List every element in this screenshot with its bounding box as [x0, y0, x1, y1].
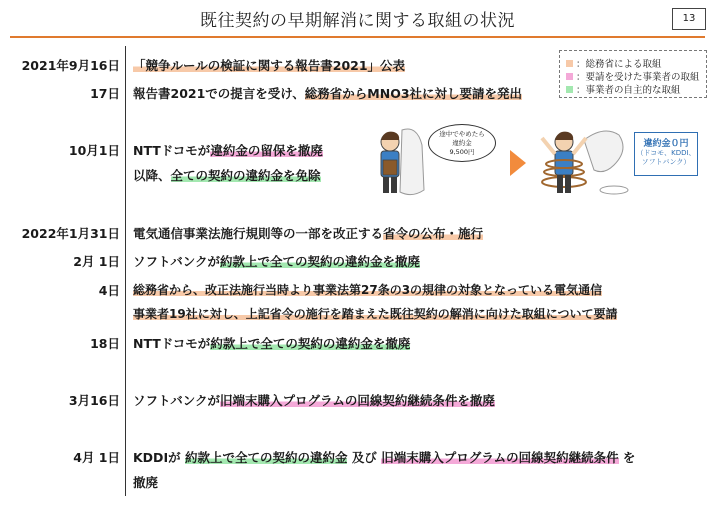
event-text: 「競争ルールの検証に関する報告書2021」公表: [133, 58, 406, 73]
event-text: 撤廃: [133, 475, 159, 490]
event-line: [133, 56, 405, 74]
event-line: [133, 473, 158, 491]
event-line: [133, 281, 602, 298]
event-line: [133, 224, 483, 242]
event-line: [133, 252, 420, 270]
legend-label: ：事業者の自主的な取組: [576, 85, 681, 96]
timeline-axis: [125, 46, 126, 496]
legend-item-ministry: [566, 56, 662, 70]
date-2021-09-17: 17日: [90, 86, 120, 101]
event-text: 事業者19社に対し、上記省令の施行を踏まえた既往契約の解消に向けた取組について要請: [133, 307, 618, 321]
title-divider: [10, 36, 705, 38]
event-text: 及び: [347, 450, 382, 465]
event-text: 約款上で全ての契約の違約金: [184, 450, 348, 465]
event-line: [133, 166, 321, 184]
event-text: 約款上で全ての契約の違約金を撤廃: [220, 254, 421, 269]
legend-swatch-orange: [566, 60, 573, 67]
page-number: 13: [672, 8, 706, 30]
legend-swatch-green: [566, 86, 573, 93]
event-line: [133, 141, 323, 159]
bubble-text: 9,500円: [449, 148, 475, 156]
event-text: 総務省から、改正法施行当時より事業法第27条の3の規律の対象となっている: [133, 283, 555, 297]
date-2021-09-16: 2021年9月16日: [21, 58, 120, 73]
event-line: [133, 84, 522, 102]
event-text: 電気通信: [554, 283, 603, 297]
speech-bubble: [428, 124, 496, 162]
event-text: ソフトバンクが: [133, 393, 221, 408]
event-text: 旧端末購入プログラムの回線契約継続条件: [381, 450, 619, 465]
legend-swatch-pink: [566, 73, 573, 80]
date-2022-02-18: 18日: [90, 336, 120, 351]
event-text: 以降、: [133, 168, 171, 183]
event-text: ソフトバンクが: [133, 254, 221, 269]
event-line: [133, 391, 495, 409]
event-text: 全ての契約の違約金を免除: [170, 168, 321, 183]
zero-fee-carriers: ソフトバンク）: [641, 158, 691, 166]
event-line: [133, 448, 635, 466]
event-text: NTTドコモが: [133, 336, 211, 351]
legend-item-voluntary: [566, 82, 681, 96]
event-text: 違約金の留保を撤廃: [210, 143, 323, 158]
illustration: [372, 120, 702, 200]
event-line: [133, 305, 617, 322]
date-2022-02-04: 4日: [98, 283, 120, 298]
event-text: 省令の公布・施行: [383, 226, 484, 241]
date-2021-10-01: 10月1日: [68, 143, 120, 158]
event-text: 報告書2021での提言を受け、: [133, 86, 305, 101]
legend-item-requested: [566, 69, 700, 83]
legend: [559, 50, 707, 98]
person-tied-icon: [372, 120, 427, 200]
date-2022-01-31: 2022年1月31日: [21, 226, 120, 241]
page-title: 既往契約の早期解消に関する取組の状況: [200, 11, 515, 31]
event-line: [133, 334, 410, 352]
arrow-right-icon: [510, 150, 526, 176]
legend-label: ：要請を受けた事業者の取組: [576, 72, 700, 83]
event-text: NTTドコモが: [133, 143, 211, 158]
event-text: 旧端末購入プログラムの回線契約継続条件を撤廃: [220, 393, 495, 408]
legend-label: ：総務省による取組: [576, 59, 662, 70]
event-text: を: [618, 450, 636, 465]
date-2022-04-01: 4月 1日: [73, 450, 120, 465]
zero-fee-carriers: （ドコモ、KDDI、: [636, 149, 696, 157]
date-2022-02-01: 2月 1日: [73, 254, 120, 269]
event-text: 総務省からMNO3社に対し要請を発出: [304, 86, 523, 101]
event-text: KDDIが: [133, 450, 185, 465]
person-freed-icon: [534, 120, 634, 200]
event-text: 電気通信事業法施行規則等の一部を改正する: [133, 226, 384, 241]
zero-fee-box: [634, 132, 698, 176]
bubble-text: 途中でやめたら: [439, 130, 485, 138]
date-2022-03-16: 3月16日: [68, 393, 120, 408]
zero-fee-title: 違約金０円: [643, 139, 689, 149]
event-text: 約款上で全ての契約の違約金を撤廃: [210, 336, 411, 351]
bubble-text: 違約金: [452, 139, 472, 147]
